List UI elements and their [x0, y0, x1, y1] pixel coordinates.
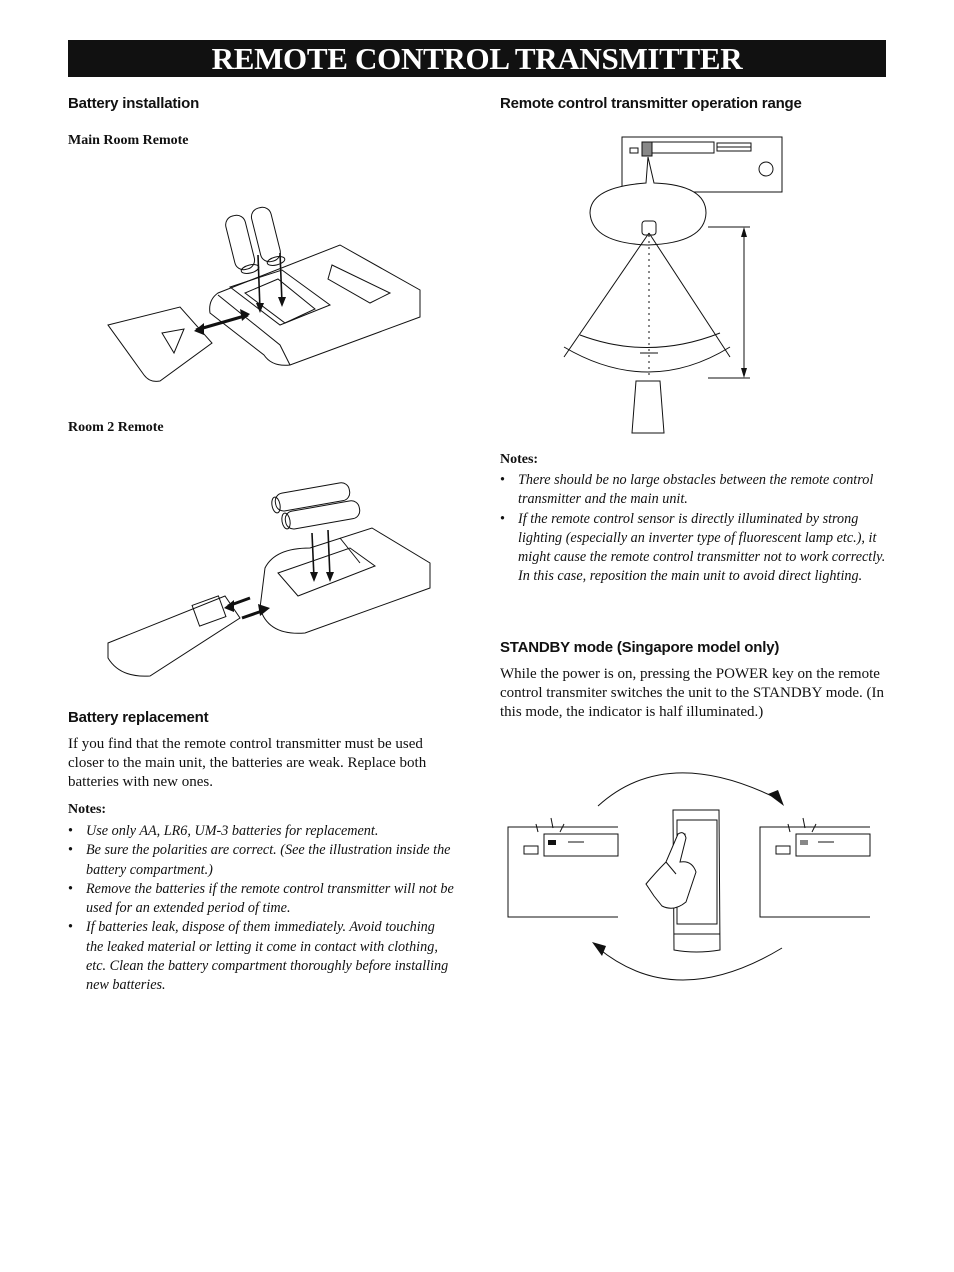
list-item: • There should be no large obstacles between the remote control transmitter and the main unit.: [500, 471, 886, 510]
range-notes-label: Notes:: [500, 452, 539, 467]
room2-remote-battery-illustration: [100, 478, 430, 678]
battery-notes-label: Notes:: [68, 802, 107, 817]
list-item: • Be sure the polarities are correct. (See the illustration inside the battery compartment.): [68, 841, 454, 880]
operation-range-illustration: [560, 135, 785, 435]
battery-notes-list: [68, 822, 454, 996]
page-title: REMOTE CONTROL TRANSMITTER: [68, 40, 886, 77]
list-item: • If the remote control sensor is directly illuminated by strong lighting (especially an inverter type of fluorescent lamp etc.), it might cause the remote control transmitter not to work correctly. In this case, reposition the main unit to avoid direct lighting.: [500, 510, 886, 587]
battery-installation-heading: Battery installation: [68, 95, 200, 112]
main-room-remote-battery-illustration: [100, 195, 420, 385]
standby-mode-illustration: [506, 762, 876, 992]
standby-heading: STANDBY mode (Singapore model only): [500, 639, 780, 656]
operation-range-heading: Remote control transmitter operation range: [500, 95, 802, 112]
list-item: • If batteries leak, dispose of them immediately. Avoid touching the leaked material or letting it come in contact with clothing, etc. Clean the battery compartment thoroughly before installing new batteries.: [68, 918, 454, 995]
list-item: • Use only AA, LR6, UM-3 batteries for replacement.: [68, 822, 454, 841]
room2-remote-label: Room 2 Remote: [68, 420, 164, 435]
main-room-remote-label: Main Room Remote: [68, 133, 189, 148]
range-notes-list: [500, 471, 886, 587]
standby-text: While the power is on, pressing the POWER key on the remote control transmiter switches the unit to the STANDBY mode. (In this mode, the indicator is half illuminated.): [500, 666, 885, 720]
battery-replacement-heading: Battery replacement: [68, 709, 209, 726]
battery-replacement-text: If you find that the remote control transmitter must be used closer to the main unit, the batteries are weak. Replace both batteries with new ones.: [68, 736, 427, 790]
list-item: • Remove the batteries if the remote control transmitter will not be used for an extended period of time.: [68, 880, 454, 919]
